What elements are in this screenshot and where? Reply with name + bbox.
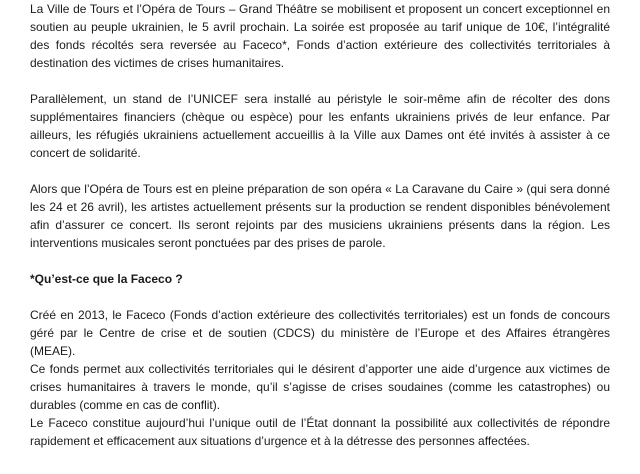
paragraph-concert: La Ville de Tours et l’Opéra de Tours – Grand Théâtre se mobilisent et proposent un concert exceptionnel en soutien au peuple ukrainien, le 5 avril prochain. La soirée est proposée au tarif unique de 10€, l’intégralité des fonds récoltés sera reversée au Faceco*, Fonds d’action extérieure des collectivités territoriales à destination des victimes de crises humanitaires.: [30, 2, 610, 70]
paragraph-opera: Alors que l’Opéra de Tours est en pleine préparation de son opéra « La Caravane du Caire » (qui sera donné les 24 et 26 avril), les artistes actuellement présents sur la production se rendent disponibles bénévolement afin d’assurer ce concert. Ils seront rejoints par des musiciens ukrainiens présents dans la région. Les interventions musicales seront ponctuées par des prises de parole.: [30, 182, 610, 250]
paragraph-faceco-role: Le Faceco constitue aujourd’hui l’unique outil de l’État donnant la possibilité aux collectivités de répondre rapidement et efficacement aux situations d’urgence et à la détresse des personnes affectées.: [30, 416, 610, 448]
paragraph-faceco-purpose: Ce fonds permet aux collectivités territoriales qui le désirent d’apporter une aide d’urgence aux victimes de crises humanitaires à travers le monde, qu’il s’agisse de crises soudaines (comme les catastrophes) ou durables (comme en cas de conflit).: [30, 362, 610, 412]
paragraph-gap: [30, 162, 610, 180]
paragraph-unicef: Parallèlement, un stand de l’UNICEF sera installé au péristyle le soir-même afin de récolter des dons supplémentaires financiers (chèque ou espèce) pour les enfants ukrainiens privés de leur enfance. Par ailleurs, les réfugiés ukrainiens actuellement accueillis à la Ville aux Dames ont été invités à assister à ce concert de solidarité.: [30, 92, 610, 160]
paragraph-gap: [30, 288, 610, 306]
paragraph-gap: [30, 252, 610, 270]
faceco-heading: *Qu’est-ce que la Faceco ?: [30, 272, 183, 286]
document-body: [30, 0, 610, 450]
paragraph-gap: [30, 72, 610, 90]
paragraph-faceco-creation: Créé en 2013, le Faceco (Fonds d’action extérieure des collectivités territoriales) est un fonds de concours géré par le Centre de crise et de soutien (CDCS) du ministère de l’Europe et des Affaires étrangères (MEAE).: [30, 308, 610, 358]
